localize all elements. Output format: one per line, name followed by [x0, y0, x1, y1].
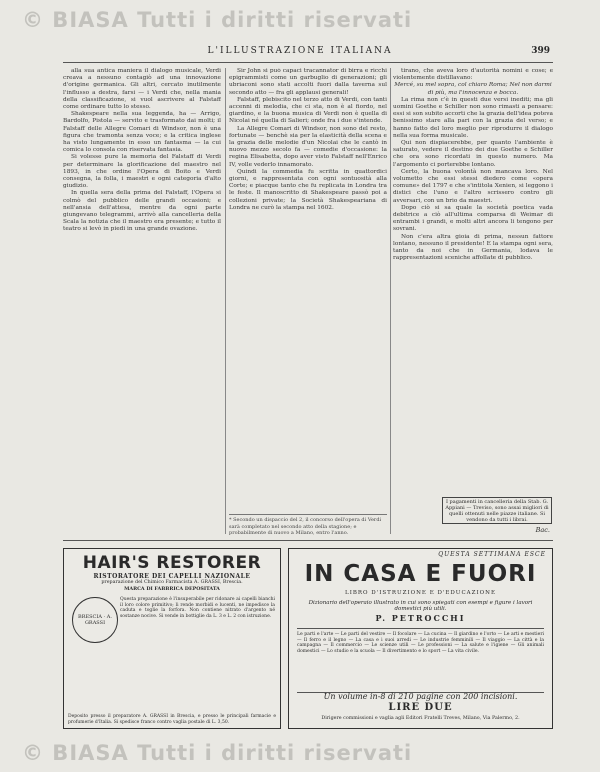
ad-tagline: QUESTA SETTIMANA ESCE: [438, 551, 546, 558]
text-column-1: [63, 68, 221, 531]
paragraph: Certo, la buona volontà non mancava loro. Nel volumetto che essi stessi diedero come «opera comune» del 1797 e che s'intitola Xenien, si leggono i distici che l'uno e l'altro scrissero contro gli avversari, con un brio da maestri.: [393, 168, 553, 204]
paragraph: Dopo ciò si sa quale la società poetica vada debitrice a ciò all'ultima comparsa di Weimar di entrambi i grandi, e molti altri ancora li tengono per sovrani.: [393, 204, 553, 233]
ad-author: P. PETROCCHI: [375, 613, 466, 623]
text-column-3: [393, 68, 553, 493]
paragraph: In quella sera della prima del Falstaff, l'Opera si colmò del pubblico delle grandi occasioni; e nell'ansia dell'attesa, mentre da ogni parte giungevano telegrammi, arrivò alla cancelleria della Scala la notizia che il maestro era presente; e tutto il teatro si levò in piedi in una grande ovazione.: [63, 190, 221, 233]
watermark-bottom: © BIASA Tutti i diritti riservati: [22, 741, 413, 765]
ad-subtitle: RISTORATORE DEI CAPELLI NAZIONALE: [93, 573, 251, 580]
ad-footer: Deposito presso il preparatore A. GRASSI in Brescia, e presso le principali farmacie e profumerie d'Italia. Si spedisce franco contro vaglia postale di L. 3,50.: [68, 714, 276, 725]
trademark-seal: BRESCIA · A. GRASSI: [72, 597, 118, 643]
paragraph: Sir John si può capaci tracannator di birra e ricchi epigrammisti come un garbuglio di generazioni; gli ubriaconi sono stati accolti fuori dalla taverna sul secondo atto — fra gli applausi generali!: [229, 68, 387, 96]
column-divider: [225, 68, 226, 534]
verse: Mercé, su mel sopra, col chiaro Roma; Nel non darmi di più, ma l'innocenza e bocca.: [394, 82, 552, 96]
paragraph: alla sua antica maniera il dialogo musicale, Verdi creava a nessuno contagiò ad una innovazione d'origine germanica. Gli altri, cercato inutilmente l'influsso a destra, farsi — i Verdi che, nella mania della classificazione, si vuol ascrivere al Falstaff come ordinare tutto lo stesso.: [63, 68, 221, 111]
paragraph: La Allegre Comari di Windsor, non sono del resto, fortunate — benchè sia per la elasticità della scena e la grazia delle melodie d'un Nicolai che le cantò in nuovo mezzo secolo fa — comedie d'occasione: la regina Elisabetta, dopo aver visto Falstaff nell'Enrico IV, volle vederlo innamorato.: [229, 125, 387, 168]
paragraph: Si volesse pure la memoria del Falstaff di Verdi per determinare la glorificazione del maestro nel 1893, in che ordine l'Opera di Boito e Verdi consegna, la folla, i maestri e ogni categoria d'alto giudizio.: [63, 154, 221, 190]
section-rule: [63, 540, 553, 541]
ad-volume-info: Un volume in-8 di 210 pagine con 200 incisioni.: [323, 692, 518, 701]
paragraph: Qui non dispiacerebbe, per quanto l'ambiente è saturato, vedere il destino dei due Goethe e Schiller che ora sono ricordati in questo numero. Ma l'argomento ci porterebbe lontano.: [393, 140, 553, 168]
text-column-2: [229, 68, 387, 508]
notice-box: I pagamenti in cancelleria della Stab. G. Appiani — Treviso, sono assai migliori di quelli ottenuti nelle piazze italiane. Si vendono da tutti i librai.: [442, 497, 552, 524]
ad-contents: Le parti e l'arte — Le parti del vestire — Il focolare — La cucina — Il giardino e l'orto — Le arti e mestieri — Il ferro e il legno — La casa e i suoi arredi — Le industrie femminili — Il viaggio — La città e la campagna — Il commercio — Le scienze utili — Le professioni — La salute e l'igiene — Gli animali domestici — Lo studio e la scuola — Il divertimento e lo sport — La vita civile.: [297, 628, 544, 693]
watermark-top: © BIASA Tutti i diritti riservati: [22, 8, 413, 32]
ad-title: HAIR'S RESTORER: [82, 553, 262, 573]
page-header: [0, 46, 600, 62]
footnote: * Secondo un dispaccio del 2, il concorso dell'opera di Verdi sarà completato nel secondo atto della stagione; e probabilmente di nuovo a Milano, entro l'anno.: [229, 514, 387, 537]
paragraph: Quindi la commedia fu scritta in quattordici giorni, e rappresentata con ogni sontuosità alla Corte; e piacque tanto che fu replicata in Londra tra le feste. Il manoscritto di Shakespeare passò poi a collezioni private; la Società Shakespeariana di Londra ne curò la stampa nel 1602.: [229, 168, 387, 211]
paragraph: La rima non c'è in questi due versi inediti; ma gli uomini Goethe e Schiller non sono rimasti a pensare: essi si son subito accorti che la grazia dell'idea poteva benissimo stare alla pari con la grazia del verso; e hanno fatto del loro meglio per riprodurre il dialogo nella sua forma musicale.: [393, 96, 553, 139]
ad-subtitle: LIBRO D'ISTRUZIONE E D'EDUCAZIONE: [345, 590, 496, 596]
column-divider: [390, 68, 391, 534]
advertisement-in-casa-e-fuori: [288, 548, 553, 729]
ad-brand: MARCA DI FABBRICA DEPOSITATA: [124, 586, 220, 592]
ad-price: LIRE DUE: [388, 702, 453, 713]
advertisement-hairs-restorer: [63, 548, 281, 729]
paragraph: Non c'era altra gioia di prima, nessun fattore lontano, nessuno il presidente! E la stampa ogni sera, tanto da noi che in Germania, lodava le rappresentazioni sceniche affollate di pubblico.: [393, 233, 553, 262]
signature: Bac.: [535, 526, 550, 534]
paragraph: tirano, che aveva loro d'autorità nomini e cose; e violentemente distillavano:: [393, 68, 553, 82]
ad-body: Questa preparazione è l'insuperabile per ridonare ai capelli bianchi il loro colore primitivo; li rende morbidi e lucenti, ne impedisce la caduta e toglie la forfora. Non contiene nitrato d'argento né sostanze nocive. Si vende in bottiglie da L. 3 e L. 2 con istruzione.: [120, 597, 275, 619]
header-rule: [63, 62, 553, 63]
ad-maker: preparazione del Chimico Farmacista A. GRASSI, Brescia.: [101, 580, 243, 585]
paragraph: Falstaff, plebiscito nel terzo atto di Verdi, con tanti accenni di melodia, che ci sta, non è al fiordo, nel giardino, e la buona musica di Verdi non è quella di Nicolai né quella di Salieri; onde fra i due s'intende.: [229, 96, 387, 125]
page-number: 399: [531, 46, 550, 56]
ad-address: Dirigere commissioni e vaglia agli Editori Fratelli Treves, Milano, Via Palermo, 2.: [321, 716, 520, 721]
ad-title: IN CASA E FUORI: [304, 561, 537, 587]
page-title: L'ILLUSTRAZIONE ITALIANA: [207, 46, 393, 56]
ad-description: Dizionario dell'operaio illustrato in cui sono spiegati con esempi e figure i lavori domestici più utili.: [308, 600, 533, 612]
paragraph: Shakespeare nella sua leggenda, ha — Arrigo, Bardolfo, Pistola — servito e trasformato dai molti; il Falstaff delle Allegre Comari di Windsor, non è una figura che tramonta senza voce; e la critica inglese ha visto lungamente in esso un fantasma — la cui comica lo consola con riservata fantasia.: [63, 111, 221, 154]
